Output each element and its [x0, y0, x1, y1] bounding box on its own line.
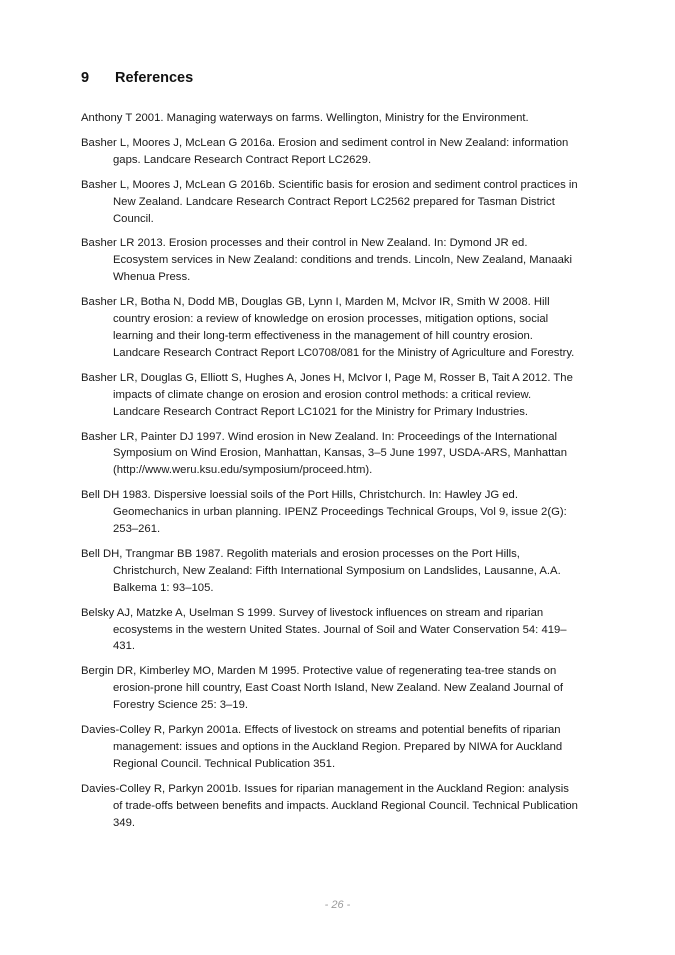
reference-item: Basher L, Moores J, McLean G 2016a. Erosion and sediment control in New Zealand: information gaps. Landcare Research Contract Report LC2629.: [81, 136, 569, 166]
reference-item: Davies-Colley R, Parkyn 2001a. Effects of livestock on streams and potential benefits of riparian management: issues and options in the Auckland Region. Prepared by NIWA for Auckland Regional Council. Technical Publication 351.: [81, 724, 563, 770]
page-number: - 26 -: [324, 899, 351, 911]
reference-item: Basher LR, Botha N, Dodd MB, Douglas GB, Lynn I, Marden M, McIvor IR, Smith W 2008. Hill country erosion: a review of knowledge on erosion processes, mitigation options, social learning and their long-term effectiveness in the management of hill country erosion. Landcare Research Contract Report LC0708/081 for the Ministry of Agriculture and Forestry.: [81, 296, 575, 359]
reference-item: Bergin DR, Kimberley MO, Marden M 1995. Protective value of regenerating tea-tree stands on erosion-prone hill country, East Coast North Island, New Zealand. New Zealand Journal of Forestry Science 25: 3–19.: [81, 665, 564, 712]
section-title: References: [115, 70, 194, 86]
reference-item: Davies-Colley R, Parkyn 2001b. Issues for riparian management in the Auckland Region: analysis of trade-offs between benefits and impacts. Auckland Regional Council. Technical Publication 349.: [81, 782, 578, 829]
reference-item: Belsky AJ, Matzke A, Uselman S 1999. Survey of livestock influences on stream and riparian ecosystems in the western United States. Journal of Soil and Water Conservation 54: 419–431.: [81, 606, 567, 653]
reference-item: Basher LR 2013. Erosion processes and their control in New Zealand. In: Dymond JR ed. Ecosystem services in New Zealand: conditions and trends. Lincoln, New Zealand, Manaaki Whenua Press.: [81, 237, 573, 284]
reference-item: Bell DH 1983. Dispersive loessial soils of the Port Hills, Christchurch. In: Hawley JG ed. Geomechanics in urban planning. IPENZ Proceedings Technical Groups, Vol 9, issue 2(G): 253–261.: [81, 489, 567, 536]
reference-item: Basher LR, Douglas G, Elliott S, Hughes A, Jones H, McIvor I, Page M, Rosser B, Tait A 2012. The impacts of climate change on erosion and erosion control methods: a critical review. Landcare Research Contract Report LC1021 for the Ministry for Primary Industries.: [81, 371, 573, 418]
reference-item: Basher L, Moores J, McLean G 2016b. Scientific basis for erosion and sediment control practices in New Zealand. Landcare Research Contract Report LC2562 prepared for Tasman District Council.: [81, 178, 578, 225]
reference-item: Bell DH, Trangmar BB 1987. Regolith materials and erosion processes on the Port Hills, Christchurch, New Zealand: Fifth International Symposium on Landslides, Lausanne, A.A. Balkema 1: 93–105.: [81, 547, 561, 594]
reference-item: Anthony T 2001. Managing waterways on farms. Wellington, Ministry for the Environment.: [81, 112, 529, 124]
reference-list: [81, 110, 581, 840]
section-heading: [81, 70, 193, 86]
reference-item: Basher LR, Painter DJ 1997. Wind erosion in New Zealand. In: Proceedings of the International Symposium on Wind Erosion, Manhattan, Kansas, 3–5 June 1997, USDA-ARS, Manhattan (http://www.weru.ksu.edu/symposium/proceed.htm).: [81, 430, 567, 477]
section-number: 9: [81, 70, 90, 86]
